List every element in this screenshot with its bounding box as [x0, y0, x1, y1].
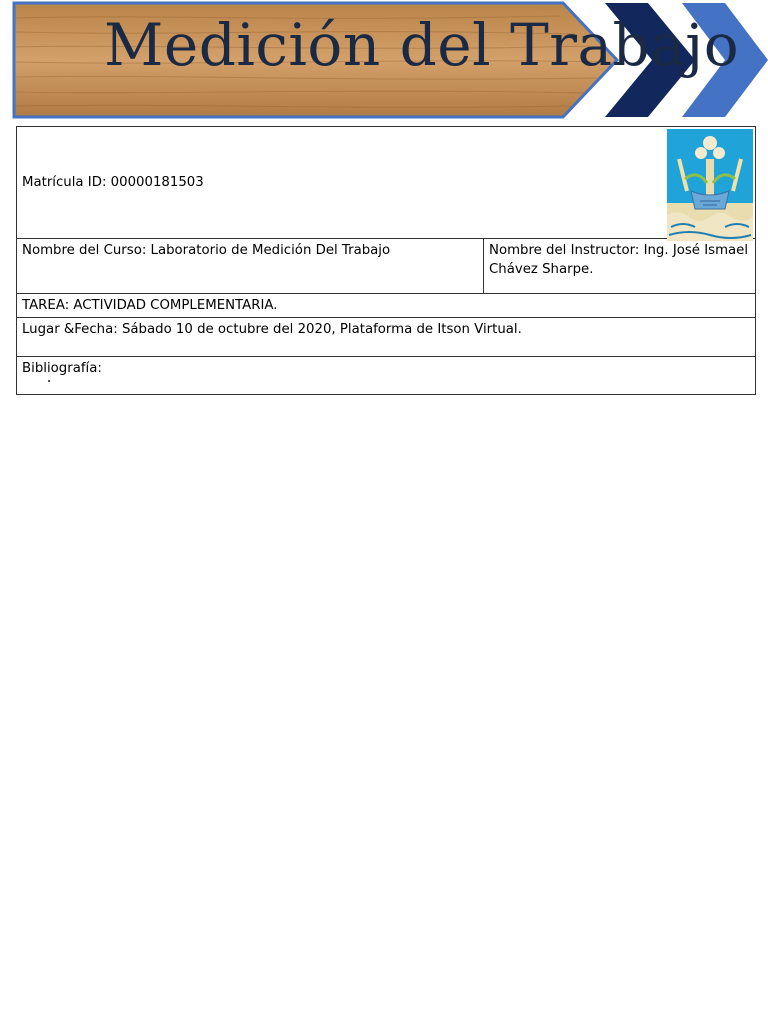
course-info-table [16, 126, 756, 395]
course-cell: Nombre del Curso: Laboratorio de Medición Del Trabajo [17, 239, 484, 294]
bullet-mark [48, 380, 50, 382]
table-row [17, 239, 756, 294]
instructor-cell: Nombre del Instructor: Ing. José Ismael Chávez Sharpe. [484, 239, 756, 294]
header-banner [0, 0, 768, 122]
table-row [17, 318, 756, 357]
page-title: Medición del Trabajo [104, 11, 740, 79]
tarea-cell: TAREA: ACTIVIDAD COMPLEMENTARIA. [17, 294, 756, 318]
matricula-text: Matrícula ID: 00000181503 [22, 175, 204, 190]
matricula-cell [17, 127, 756, 239]
table-row [17, 127, 756, 239]
institution-seal-icon [667, 129, 753, 241]
lugar-fecha-cell: Lugar &Fecha: Sábado 10 de octubre del 2020, Plataforma de Itson Virtual. [17, 318, 756, 357]
table-row [17, 294, 756, 318]
table-row [17, 357, 756, 395]
bibliografia-cell: Bibliografía: [17, 357, 756, 395]
